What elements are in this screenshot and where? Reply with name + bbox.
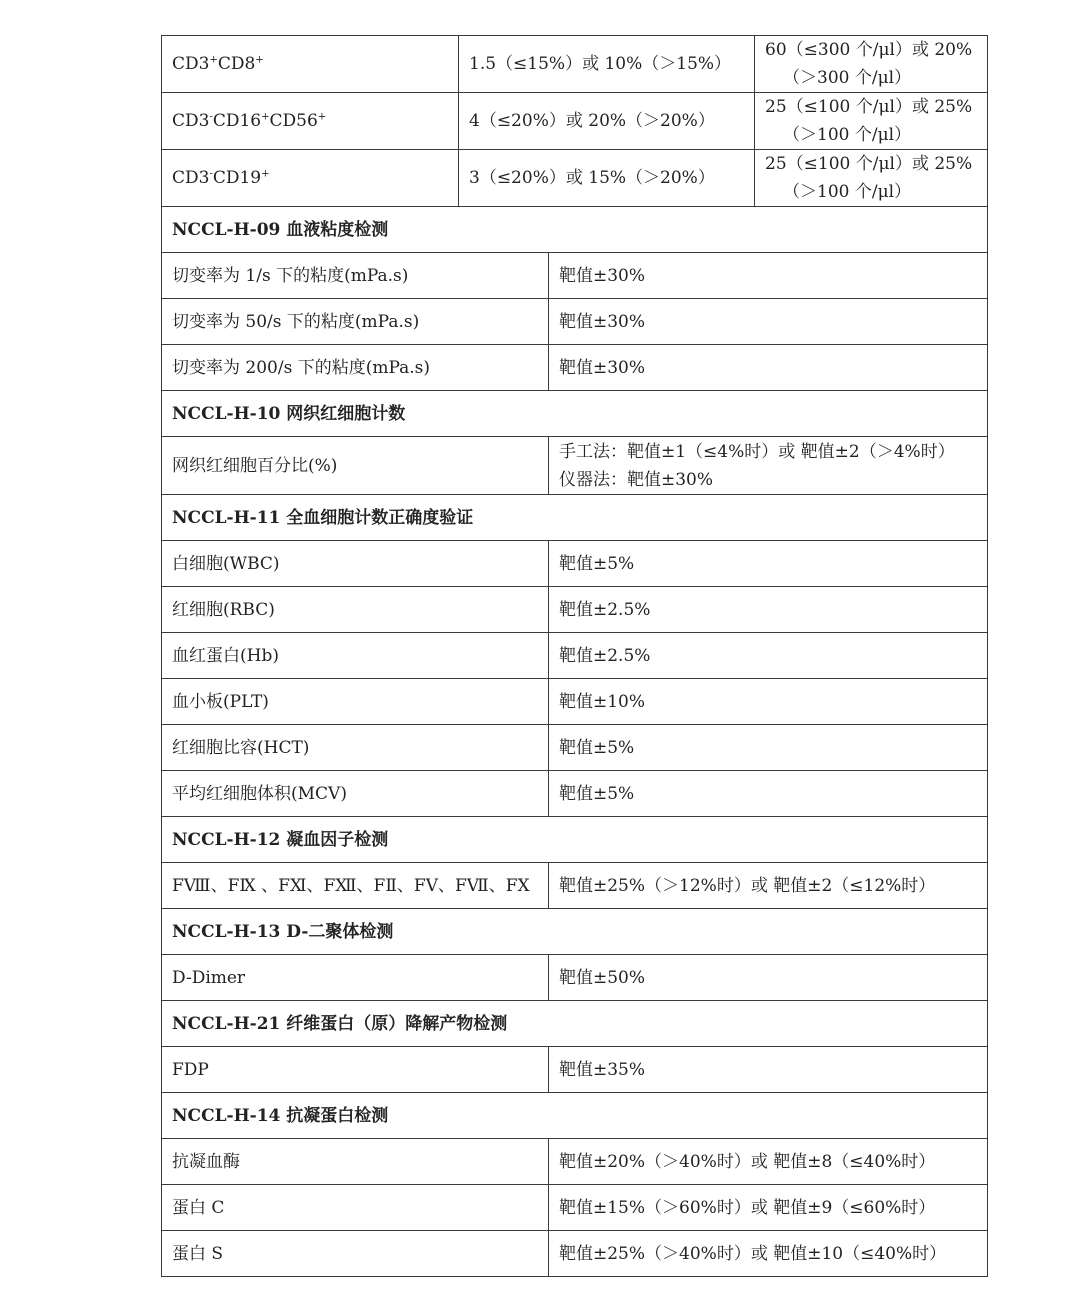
item-cell: 血红蛋白(Hb) bbox=[162, 633, 549, 679]
qc-criteria-table bbox=[161, 35, 988, 1277]
criteria-cell: 靶值±2.5% bbox=[549, 633, 988, 679]
item-cell: 血小板(PLT) bbox=[162, 679, 549, 725]
cd-count-criteria: 60（≤300 个/μl）或 20% （＞300 个/μl） bbox=[755, 36, 988, 93]
table-row bbox=[162, 299, 988, 345]
item-cell: 红细胞(RBC) bbox=[162, 587, 549, 633]
cd-percent-criteria: 1.5（≤15%）或 10%（＞15%） bbox=[459, 36, 755, 93]
cd-count-criteria: 25（≤100 个/μl）或 25% （＞100 个/μl） bbox=[755, 150, 988, 207]
cd-row bbox=[162, 150, 988, 207]
criteria-cell: 靶值±30% bbox=[549, 299, 988, 345]
table-row bbox=[162, 253, 988, 299]
criteria-cell: 靶值±30% bbox=[549, 253, 988, 299]
table-row bbox=[162, 345, 988, 391]
section-title: NCCL-H-13 D-二聚体检测 bbox=[162, 909, 988, 955]
section-header-row bbox=[162, 1093, 988, 1139]
cd-marker-cell: CD3-CD16+CD56+ bbox=[162, 93, 459, 150]
item-cell: 切变率为 50/s 下的粘度(mPa.s) bbox=[162, 299, 549, 345]
criteria-cell: 靶值±35% bbox=[549, 1047, 988, 1093]
criteria-cell: 靶值±10% bbox=[549, 679, 988, 725]
criteria-cell: 靶值±20%（＞40%时）或 靶值±8（≤40%时） bbox=[549, 1139, 988, 1185]
section-title: NCCL-H-14 抗凝蛋白检测 bbox=[162, 1093, 988, 1139]
criteria-cell: 靶值±5% bbox=[549, 771, 988, 817]
section-title: NCCL-H-09 血液粘度检测 bbox=[162, 207, 988, 253]
criteria-cell: 靶值±25%（＞12%时）或 靶值±2（≤12%时） bbox=[549, 863, 988, 909]
table-row bbox=[162, 1185, 988, 1231]
table-row bbox=[162, 1139, 988, 1185]
section-header-row bbox=[162, 207, 988, 253]
section-title: NCCL-H-11 全血细胞计数正确度验证 bbox=[162, 495, 988, 541]
section-header-row bbox=[162, 817, 988, 863]
item-cell: 抗凝血酶 bbox=[162, 1139, 549, 1185]
criteria-cell: 靶值±25%（＞40%时）或 靶值±10（≤40%时） bbox=[549, 1231, 988, 1277]
criteria-cell: 靶值±30% bbox=[549, 345, 988, 391]
item-cell: 平均红细胞体积(MCV) bbox=[162, 771, 549, 817]
item-cell: 红细胞比容(HCT) bbox=[162, 725, 549, 771]
item-cell: 蛋白 C bbox=[162, 1185, 549, 1231]
criteria-cell: 靶值±50% bbox=[549, 955, 988, 1001]
cd-row bbox=[162, 36, 988, 93]
cd-percent-criteria: 3（≤20%）或 15%（＞20%） bbox=[459, 150, 755, 207]
section-header-row bbox=[162, 495, 988, 541]
table-row bbox=[162, 1231, 988, 1277]
item-cell: 切变率为 200/s 下的粘度(mPa.s) bbox=[162, 345, 549, 391]
cd-count-criteria: 25（≤100 个/μl）或 25% （＞100 个/μl） bbox=[755, 93, 988, 150]
table-row bbox=[162, 437, 988, 495]
table-row bbox=[162, 1047, 988, 1093]
table-row bbox=[162, 541, 988, 587]
item-cell: 切变率为 1/s 下的粘度(mPa.s) bbox=[162, 253, 549, 299]
criteria-cell: 手工法：靶值±1（≤4%时）或 靶值±2（＞4%时） 仪器法：靶值±30% bbox=[549, 437, 988, 495]
item-cell: 网织红细胞百分比(%) bbox=[162, 437, 549, 495]
item-cell: 白细胞(WBC) bbox=[162, 541, 549, 587]
table-row bbox=[162, 679, 988, 725]
table-row bbox=[162, 633, 988, 679]
table-row bbox=[162, 587, 988, 633]
criteria-cell: 靶值±5% bbox=[549, 725, 988, 771]
criteria-cell: 靶值±15%（＞60%时）或 靶值±9（≤60%时） bbox=[549, 1185, 988, 1231]
criteria-cell: 靶值±2.5% bbox=[549, 587, 988, 633]
section-title: NCCL-H-10 网织红细胞计数 bbox=[162, 391, 988, 437]
table-row bbox=[162, 863, 988, 909]
section-header-row bbox=[162, 391, 988, 437]
cd-marker-cell: CD3+CD8+ bbox=[162, 36, 459, 93]
section-title: NCCL-H-21 纤维蛋白（原）降解产物检测 bbox=[162, 1001, 988, 1047]
item-cell: FDP bbox=[162, 1047, 549, 1093]
section-header-row bbox=[162, 909, 988, 955]
criteria-cell: 靶值±5% bbox=[549, 541, 988, 587]
section-header-row bbox=[162, 1001, 988, 1047]
item-cell: 蛋白 S bbox=[162, 1231, 549, 1277]
section-title: NCCL-H-12 凝血因子检测 bbox=[162, 817, 988, 863]
table-row bbox=[162, 771, 988, 817]
table-row bbox=[162, 955, 988, 1001]
item-cell: D-Dimer bbox=[162, 955, 549, 1001]
item-cell: FⅧ、FⅨ 、FⅪ、FⅫ、FⅡ、FⅤ、FⅦ、FⅩ bbox=[162, 863, 549, 909]
cd-marker-cell: CD3-CD19+ bbox=[162, 150, 459, 207]
table-row bbox=[162, 725, 988, 771]
cd-percent-criteria: 4（≤20%）或 20%（＞20%） bbox=[459, 93, 755, 150]
cd-row bbox=[162, 93, 988, 150]
